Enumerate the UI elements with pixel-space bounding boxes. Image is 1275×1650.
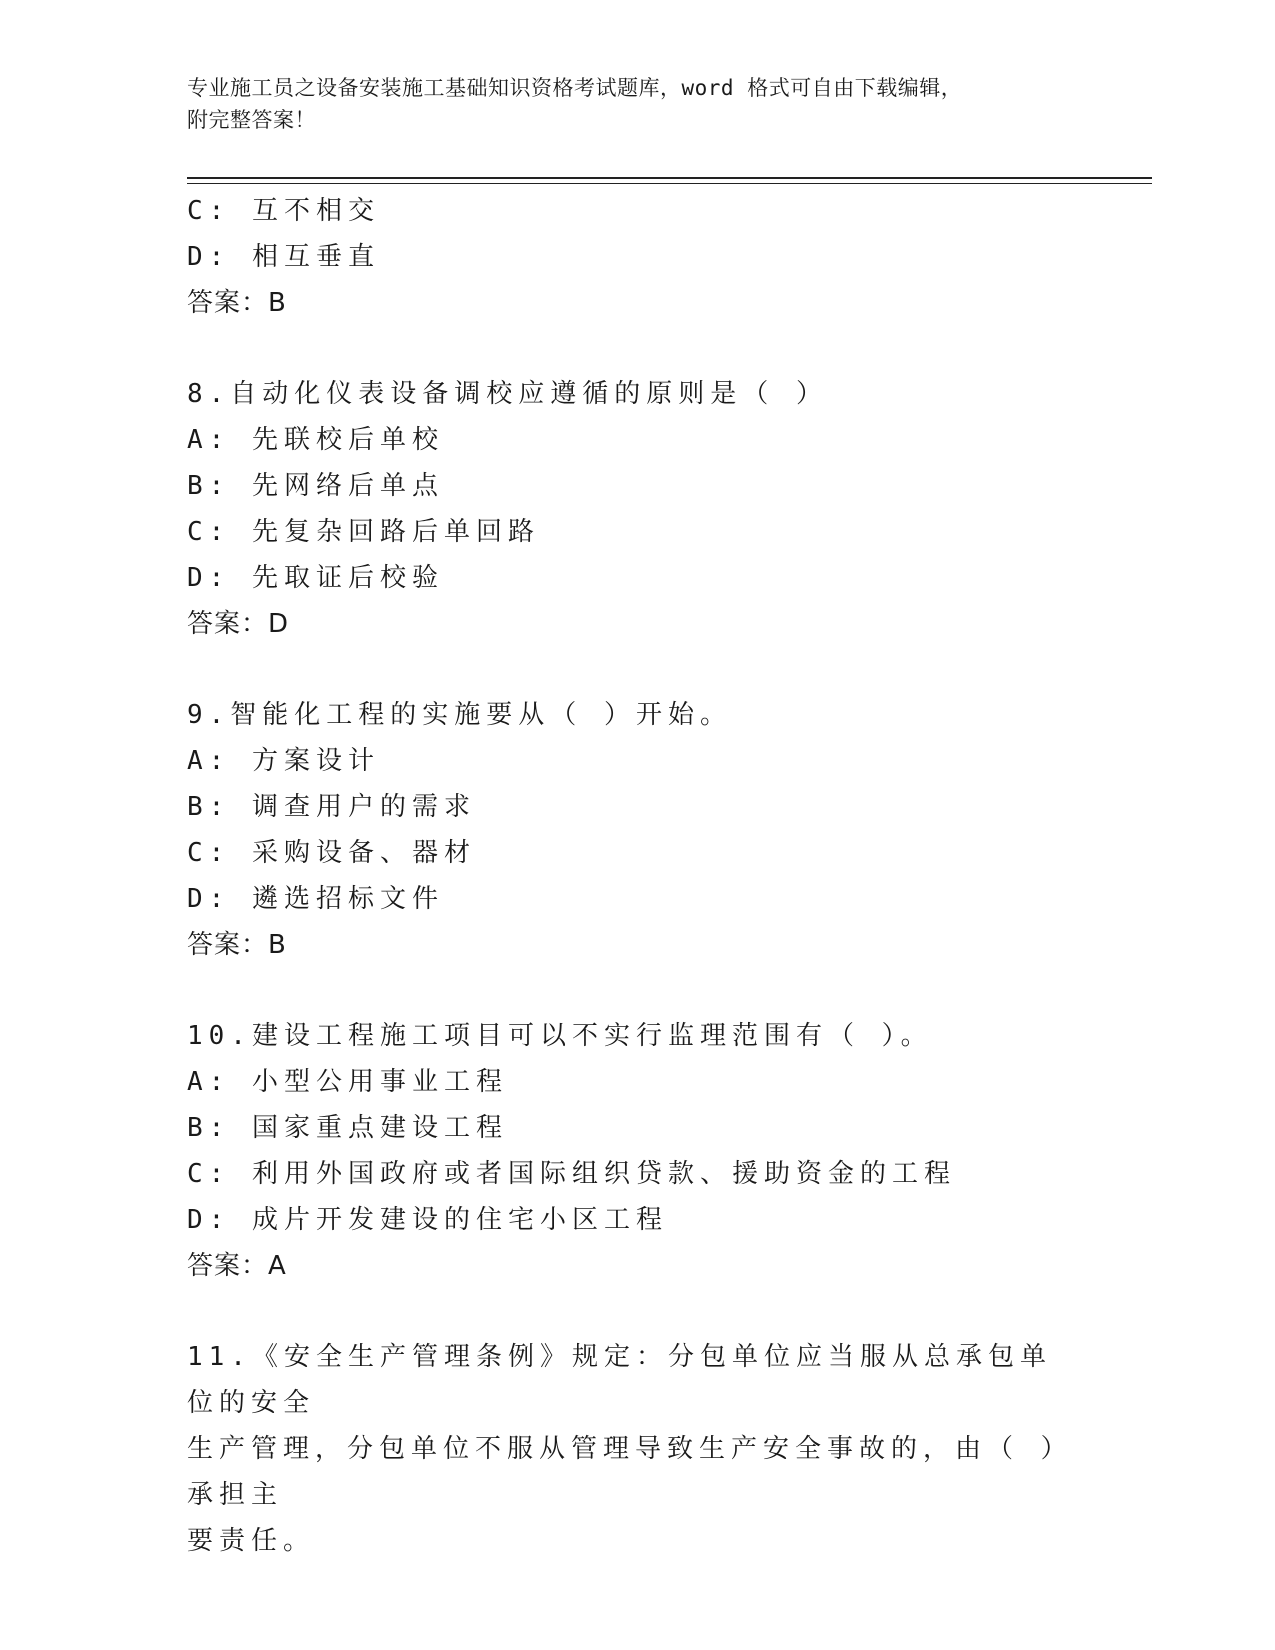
question-11: [187, 1334, 1087, 1564]
option-d: D: 相互垂直: [187, 242, 380, 272]
option-a: A: 先联校后单校: [187, 425, 444, 455]
header-line-2: 附完整答案！: [187, 108, 316, 132]
answer-line: 答案：B: [187, 288, 287, 318]
header-divider-thin: [187, 183, 1152, 184]
question-9: [187, 692, 1087, 968]
option-a: A: 小型公用事业工程: [187, 1067, 508, 1097]
question-stem: 10.建设工程施工项目可以不实行监理范围有（ ）。: [187, 1021, 933, 1051]
option-d: D: 先取证后校验: [187, 563, 444, 593]
question-8: [187, 371, 1087, 647]
option-b: B: 先网络后单点: [187, 471, 444, 501]
option-d: D: 成片开发建设的住宅小区工程: [187, 1205, 668, 1235]
question-stem-line-1: 11.《安全生产管理条例》规定：分包单位应当服从总承包单位的安全: [187, 1342, 1052, 1418]
option-c: C: 先复杂回路后单回路: [187, 517, 540, 547]
document-header: [187, 72, 1067, 136]
header-divider-thick: [187, 177, 1152, 179]
option-b: B: 调查用户的需求: [187, 792, 476, 822]
question-7-continuation: [187, 188, 1087, 326]
answer-line: 答案：B: [187, 930, 287, 960]
option-c: C: 互不相交: [187, 196, 380, 226]
question-stem-line-3: 要责任。: [187, 1526, 316, 1556]
answer-line: 答案：D: [187, 609, 290, 639]
option-a: A: 方案设计: [187, 746, 380, 776]
spacer: [187, 647, 1087, 692]
spacer: [187, 326, 1087, 371]
question-10: [187, 1013, 1087, 1289]
option-d: D: 遴选招标文件: [187, 884, 444, 914]
question-stem-line-2: 生产管理，分包单位不服从管理导致生产安全事故的，由（ ）承担主: [187, 1434, 1060, 1510]
option-c: C: 利用外国政府或者国际组织贷款、援助资金的工程: [187, 1159, 956, 1189]
answer-line: 答案：A: [187, 1251, 287, 1281]
spacer: [187, 968, 1087, 1013]
option-c: C: 采购设备、器材: [187, 838, 476, 868]
header-line-1: 专业施工员之设备安装施工基础知识资格考试题库，word 格式可自由下载编辑，: [187, 76, 963, 100]
question-stem: 9.智能化工程的实施要从（ ）开始。: [187, 700, 732, 730]
question-list: [187, 188, 1087, 1564]
question-stem: 8.自动化仪表设备调校应遵循的原则是（ ）: [187, 379, 828, 409]
option-b: B: 国家重点建设工程: [187, 1113, 508, 1143]
spacer: [187, 1289, 1087, 1334]
